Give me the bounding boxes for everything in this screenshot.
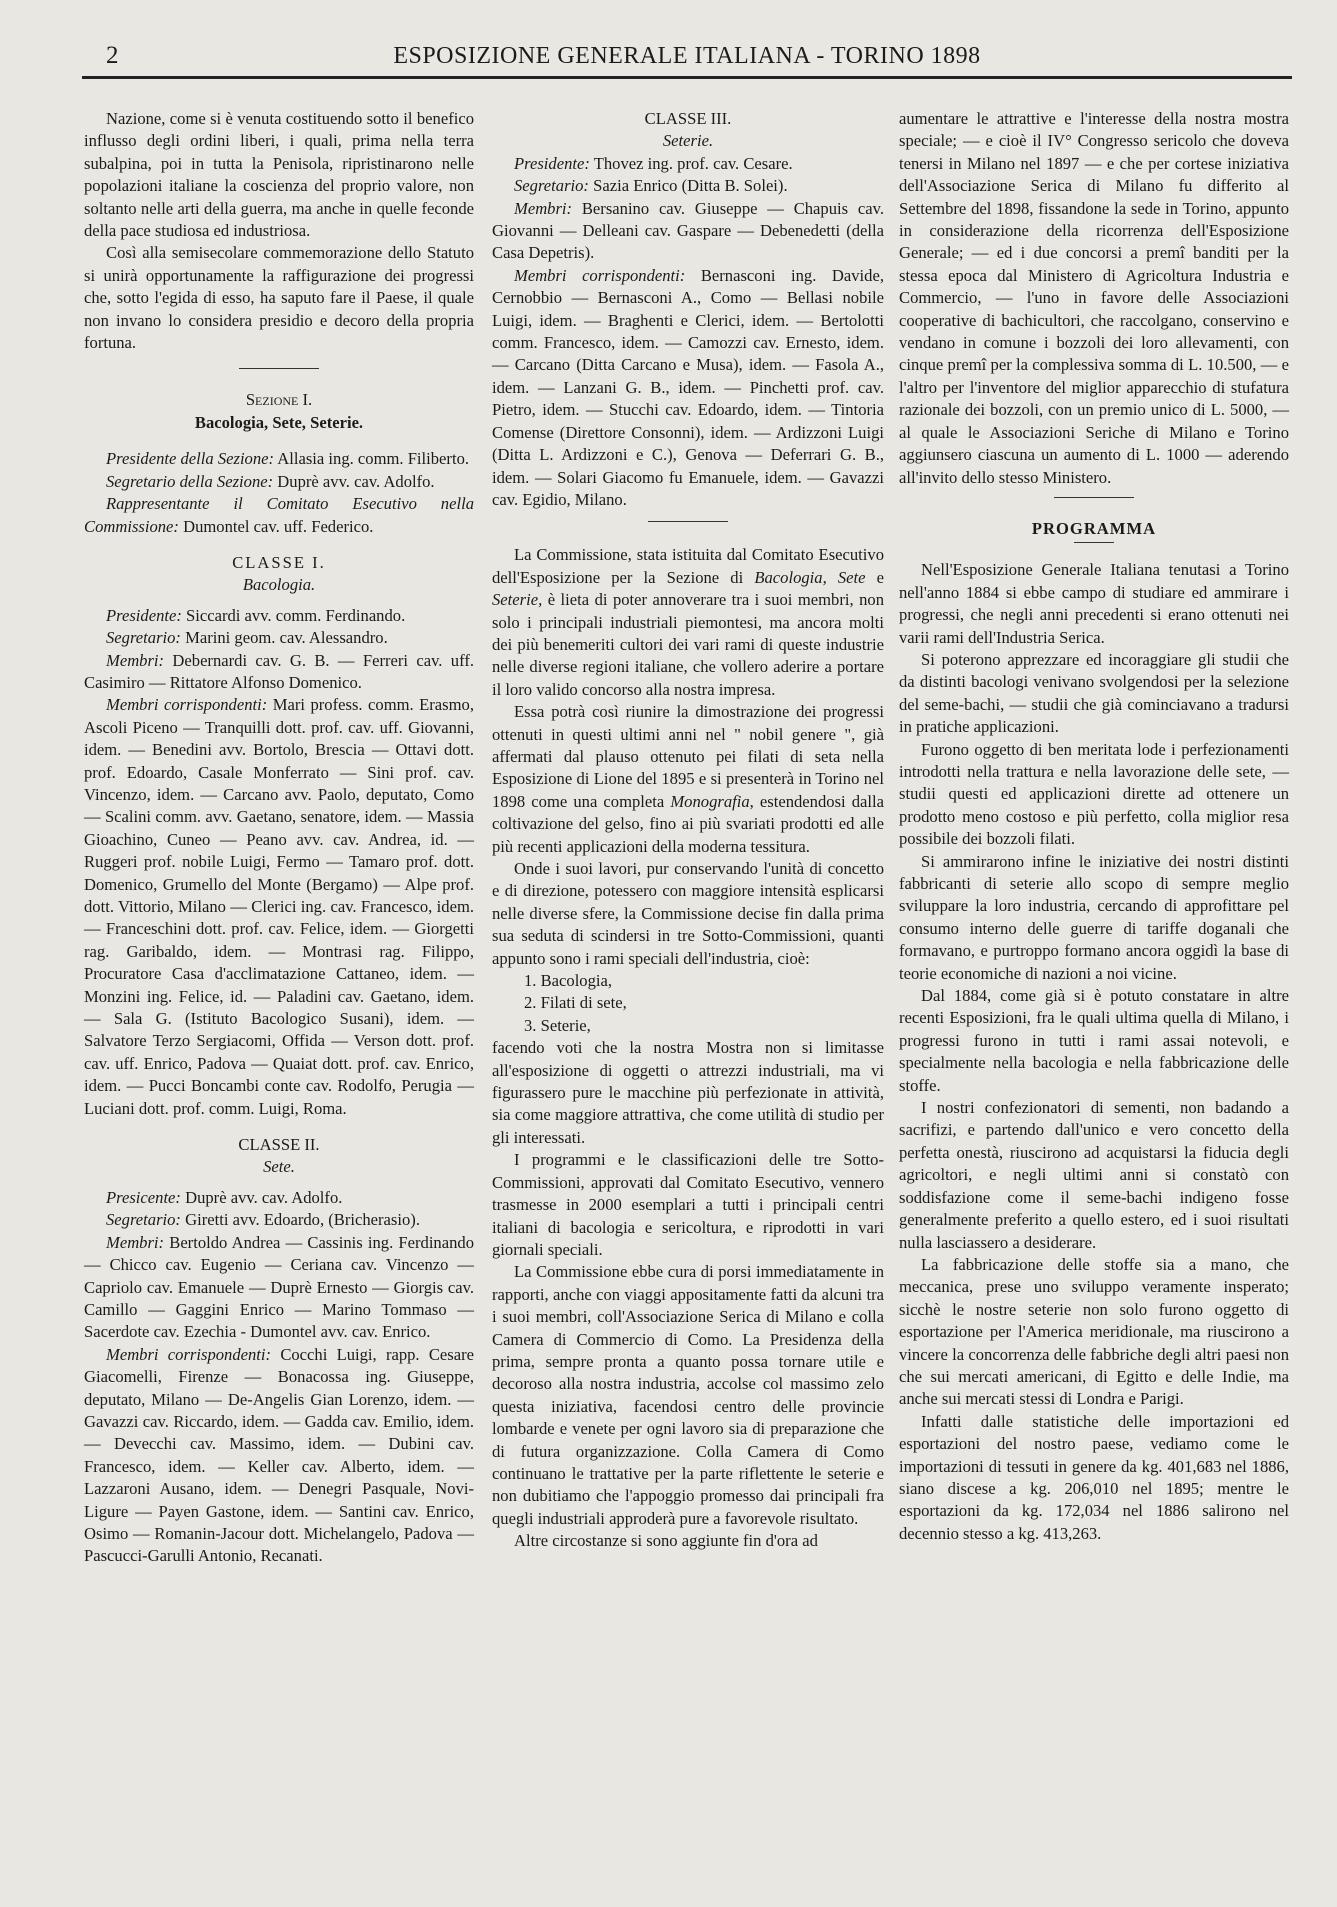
column-left — [84, 108, 474, 1568]
classe2-members: Membri: Bertoldo Andrea — Cassinis ing. Ferdinando — Chicco cav. Eugenio — Ceriana cav. Vincenzo — Capriolo cav. Emanuele — Duprè Ernesto — Giorgis cav. Camillo — Gaggini Enrico — Marino Tommaso — Sacerdote cav. Ezechia - Dumontel avv. cav. Enrico. — [84, 1232, 474, 1342]
paragraph: Nell'Esposizione Generale Italiana tenutasi a Torino nell'anno 1884 si ebbe campo di studiare ed ammirare i progressi, che negli anni precedenti si erano ottenuti nei varii rami dell'Industria Serica. — [899, 560, 1289, 647]
divider — [239, 368, 319, 369]
paragraph: Infatti dalle statistiche delle importazioni ed esportazioni del nostro paese, vediamo come le importazioni di tessuti in genere da kg. 401,683 nel 1886, siano discese a kg. 206,010 nel 1895; mentre le esportazioni da kg. 172,034 nel 1886 salirono nel decennio stesso a kg. 413,263. — [899, 1411, 1289, 1543]
paragraph: La Commissione ebbe cura di porsi immediatamente in rapporti, anche con viaggi appositamente fatti da alcuni tra i suoi membri, coll'Associazione Serica di Milano e colla Camera di Commercio di Como. La Presidenza della prima, sempre pronta a quanto possa tornare utile e decoroso alla nostra industria, accolse col massimo zelo questa iniziativa, facendosi centro delle provincie lombarde e venete per ogni lavoro sia di preparazione che di futura organizzazione. Colla Camera di Como continuano le trattative per la parte riflettente le seterie e non dubitiamo che l'appoggio promesso dai principali fra quegli industriali approderà pure a favorevole risultato. — [492, 1262, 884, 1528]
classe1-heading: CLASSE I. — [232, 552, 326, 572]
classe1-corresponding-members: Membri corrispondenti: Mari profess. comm. Erasmo, Ascoli Piceno — Tranquilli dott. prof. cav. uff. Giovanni, idem. — Benedini avv. Bortolo, Brescia — Ottavi dott. prof. Edoardo, Casale Monferrato — Sini prof. cav. Vincenzo, idem. — Carcano avv. Paolo, deputato, Como — Scalini comm. avv. Gaetano, senatore, idem. — Massia Gioachino, Cuneo — Peano avv. cav. Andrea, id. — Ruggeri prof. nobile Luigi, Fermo — Tamaro prof. dott. Domenico, Grumello del Monte (Bergamo) — Alpe prof. dott. Vittorio, Milano — Clerici ing. cav. Francesco, idem. — Franceschini dott. prof. cav. Felice, idem. — Giorgetti rag. Garibaldo, idem. — Montrasi rag. Filippo, Procuratore Casa d'acclimatazione Cattaneo, idem. — Monzini ing. Felice, id. — Paladini cav. Gaetano, idem. — Sala G. (Istituto Bacologico Susani), idem. — Salvatore Terzo Sergiacomi, Offida — Verson dott. prof. cav. uff. Enrico, Padova — Quaiat dott. prof. cav. Enrico, idem. — Pucci Boncambi conte cav. Rodolfo, Perugia — Luciani dott. prof. comm. Luigi, Roma. — [84, 695, 474, 1118]
paragraph: I programmi e le classificazioni delle tre Sotto-Commissioni, approvati dal Comitato Esecutivo, vennero trasmesse in 2000 esemplari a tutti i principali centri italiani di bacologia e sericoltura, e riprodotti in vari giornali speciali. — [492, 1150, 884, 1259]
paragraph: Furono oggetto di ben meritata lode i perfezionamenti introdotti nella trattura e nella lavorazione delle sete, — studii questi ed applicazioni dirette ad ottenere un prodotto meno costoso e più perfetto, colla miglior resa possibile dei bozzoli filati. — [899, 739, 1289, 849]
list-item: 1. Bacologia, — [524, 971, 613, 991]
list-item: 3. Seterie, — [524, 1015, 591, 1035]
classe1-president: Presidente: Siccardi avv. comm. Ferdinando. — [106, 605, 406, 625]
classe2-president: Presicente: Duprè avv. cav. Adolfo. — [106, 1187, 343, 1207]
page-number: 2 — [106, 42, 119, 69]
paragraph: La Commissione, stata istituita dal Comitato Esecutivo dell'Esposizione per la Sezione di Bacologia, Sete e Seterie, è lieta di poter annoverare tra i suoi membri, non solo i principali industriali piemontesi, ma ancora molti dei più benemeriti cultori dei vari rami di queste industrie nelle diverse regioni italiane, che vollero aderire a portare il loro valido concorso alla nostra impresa. — [492, 545, 885, 699]
classe1-subtitle: Bacologia. — [242, 575, 316, 595]
section-secretary: Segretario della Sezione: Duprè avv. cav. Adolfo. — [106, 471, 435, 491]
paragraph: facendo voti che la nostra Mostra non si limitasse all'esposizione di oggetti o attrezzi industriali, ma vi figurassero pure le macchine più perfezionate in attività, sia come maggiore attrattiva, che come utilità di studio per gli interessati. — [492, 1038, 884, 1147]
page-title: ESPOSIZIONE GENERALE ITALIANA - TORINO 1898 — [393, 43, 981, 69]
paragraph: Essa potrà così riunire la dimostrazione dei progressi ottenuti in questi ultimi anni nel " nobil genere ", già affermati dal plauso ottenuto pei filati di seta nella Esposizione di Lione del 1895 e si presenterà in Torino nel 1898 come una completa Monografia, estendendosi dalla coltivazione del gelso, fino ai più svariati prodotti ed alle più recenti applicazioni della moderna tessitura. — [492, 702, 884, 856]
paragraph: Dal 1884, come già si è potuto constatare in altre recenti Esposizioni, fra le quali ultima quella di Milano, i progressi furono in tutti i rami assai notevoli, e specialmente nella bacologia e nella fabbricazione delle stoffe. — [899, 986, 1289, 1095]
list-item: 2. Filati di sete, — [524, 993, 627, 1013]
paragraph: La fabbricazione delle stoffe sia a mano, che meccanica, prese uno sviluppo veramente insperato; sicchè le nostre seterie non solo furono oggetto di esportazione per l'America meridionale, ma riuscirono a vincere la concorrenza delle fabbriche degli altri paesi non che sui mercati americani, di Egitto e delle Indie, ma anche sui mercati stessi di Londra e Parigi. — [899, 1254, 1289, 1409]
paragraph: aumentare le attrattive e l'interesse della nostra mostra speciale; — e cioè il IV° Congresso sericolo che doveva tenersi in Milano nel 1897 — e che per cortese iniziativa dell'Associazione Serica di Milano fu differito al Settembre del 1898, fissandone la sede in Torino, appunto in considerazione della ricorrenza dell'Esposizione Generale; — ed i due concorsi a premî banditi per la stessa epoca dal Ministero di Agricoltura Industria e Commercio, — l'uno in favore delle Associazioni cooperative di bachicultori, che raccolgano, conservino e vendano in comune i bozzoli dei loro allevamenti, con cinque premî per la complessiva somma di L. 10.500, — e l'altro per l'inventore del miglior apparecchio di stufatura razionale dei bozzoli, con un premio unico di L. 5000, — al quale le Associazioni Seriche di Milano e Torino aggiunsero ciascuna un aumento di L. 1000 — aderendo all'invito dello stesso Ministero. — [899, 109, 1289, 487]
divider — [1054, 497, 1134, 498]
classe3-heading: CLASSE III. — [644, 109, 732, 128]
paragraph: I nostri confezionatori di sementi, non badando a sacrifizi, e partendo dall'unico e vero concetto della perfetta onestà, riuscirono ad acquistarsi la fiducia degli agricoltori, e negli ultimi anni si constatò con soddisfazione come il seme-bachi indigeno fosse generalmente preferito a quello estero, ed i suoi risultati nulla lasciassero a desiderare. — [899, 1098, 1289, 1252]
column-right — [899, 108, 1289, 1545]
column-middle — [492, 108, 884, 1553]
classe3-subtitle: Seterie. — [662, 131, 714, 151]
divider — [1074, 542, 1114, 543]
section-title: Bacologia, Sete, Seterie. — [194, 412, 364, 432]
classe3-corresponding-members: Membri corrispondenti: Bernasconi ing. Davide, Cernobbio — Bernasconi A., Como — Bellasi nobile Luigi, idem. — Braghenti e Clerici, idem. — Bertolotti comm. Francesco, idem. — Camozzi cav. Ernesto, idem. — Carcano (Ditta Carcano e Musa), idem. — Fasola A., idem. — Lanzani G. B., idem. — Pinchetti prof. cav. Pietro, idem. — Stucchi cav. Edoardo, idem. — Tintoria Comense (Direttore Consonni), idem. — Ardizzoni Luigi (Ditta L. Ardizzoni e C.), Genova — Deferrari G. B., idem. — Solari Giacomo fu Emanuele, idem. — Gavazzi cav. Egidio, Milano. — [492, 265, 884, 509]
classe2-subtitle: Sete. — [263, 1157, 295, 1177]
classe2-heading: CLASSE II. — [238, 1135, 320, 1155]
classes-list — [492, 970, 884, 1037]
paragraph: Si poterono apprezzare ed incoraggiare gli studii che da distinti bacologi venivano svolgendosi per la selezione del seme-bachi, — studii che già cominciavano a tradursi in pratiche applicazioni. — [899, 649, 1289, 737]
classe1-secretary: Segretario: Marini geom. cav. Alessandro. — [106, 628, 388, 648]
paragraph: Così alla semisecolare commemorazione dello Statuto si unirà opportunamente la raffigurazione dei progressi che, sotto l'egida di esso, ha saputo fare il Paese, il quale non invano lo considera presidio e decoro della propria fortuna. — [84, 243, 474, 353]
section-president: Presidente della Sezione: Allasia ing. comm. Filiberto. — [106, 449, 470, 469]
paragraph: Si ammirarono infine le iniziative dei nostri distinti fabbricanti di seterie allo scopo di sempre meglio sviluppare la loro industria, cercando di approfittare pel consumo interno delle guerre di tariffe doganali che formavano, e purtroppo formano ancora oggidì la base di teorie economiche di nazioni a noi vicine. — [899, 851, 1289, 983]
programma-heading: PROGRAMMA — [1031, 518, 1157, 538]
paragraph: Nazione, come si è venuta costituendo sotto il benefico influsso degli ordini liberi, i quali, prima nella terra subalpina, poi in tutta la Penisola, ripristinarono nelle popolazioni italiane la coscienza del proprio valore, non soltanto nelle arti della guerra, ma anche in quelle feconde della pace studiosa ed industriosa. — [84, 109, 474, 241]
classe2-corresponding-members: Membri corrispondenti: Cocchi Luigi, rapp. Cesare Giacomelli, Firenze — Bonacossa ing. Giuseppe, deputato, Milano — De-Angelis Gian Lorenzo, idem. — Gavazzi cav. Riccardo, idem. — Gadda cav. Emilio, idem. — Devecchi cav. Massimo, idem. — Dubini cav. Francesco, idem. — Keller cav. Alberto, idem. — Lazzaroni Ausano, idem. — Denegri Pasquale, Novi-Ligure — Payen Gastone, idem. — Santini cav. Enrico, Osimo — Romanin-Jacour dott. Michelangelo, Padova — Pascucci-Garulli Antonio, Recanati. — [84, 1344, 474, 1566]
divider — [648, 521, 728, 522]
paragraph: Onde i suoi lavori, pur conservando l'unità di concetto e di direzione, potessero con maggiore intensità esplicarsi nelle diverse sfere, la Commissione decise fin dalla prima sua seduta di scindersi in tre Sotto-Commissioni, quanti appunto sono i rami speciali dell'industria, cioè: — [492, 859, 884, 968]
classe1-members: Membri: Debernardi cav. G. B. — Ferreri cav. uff. Casimiro — Rittatore Alfonso Domenico. — [84, 650, 474, 692]
paragraph: Altre circostanze si sono aggiunte fin d'ora ad — [514, 1531, 818, 1551]
section-representative: Rappresentante il Comitato Esecutivo nella Commissione: Dumontel cav. uff. Federico. — [84, 494, 474, 536]
classe3-president: Presidente: Thovez ing. prof. cav. Cesare. — [514, 153, 793, 173]
section-heading: Sezione I. — [245, 390, 313, 410]
classe2-secretary: Segretario: Giretti avv. Edoardo, (Bricherasio). — [106, 1210, 420, 1230]
page-header — [82, 40, 1292, 79]
classe3-secretary: Segretario: Sazia Enrico (Ditta B. Solei). — [514, 176, 788, 196]
classe3-members: Membri: Bersanino cav. Giuseppe — Chapuis cav. Giovanni — Delleani cav. Gaspare — Debenedetti (della Casa Depetris). — [492, 198, 884, 263]
